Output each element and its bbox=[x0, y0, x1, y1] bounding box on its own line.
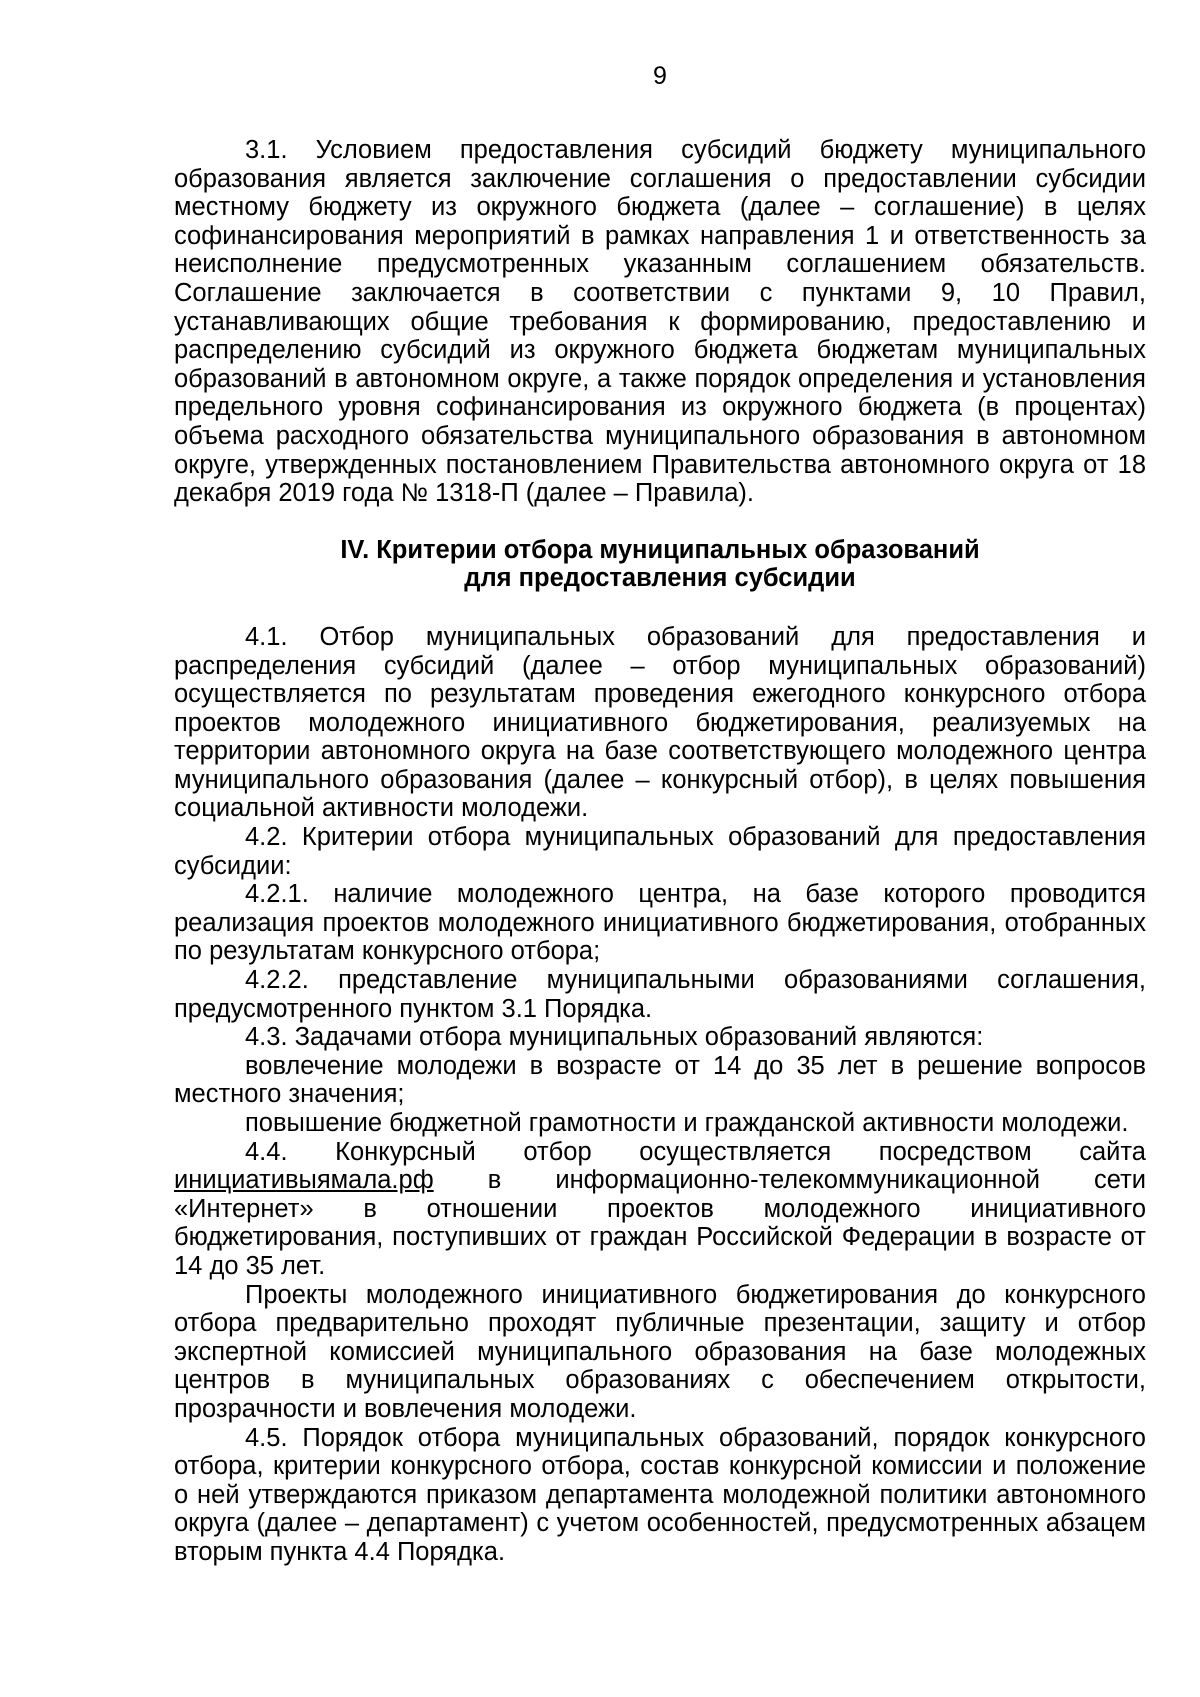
paragraph-4-3-b: повышение бюджетной грамотности и гражданской активности молодежи. bbox=[245, 1109, 1129, 1137]
page-number: 9 bbox=[653, 62, 667, 90]
paragraph-4-2: 4.2. Критерии отбора муниципальных образований для предоставления субсидии: bbox=[174, 823, 1146, 880]
paragraph-4-4-text-end: в информационно-телекоммуникационной сети «Интернет» в отношении проектов молодежного инициативного бюджетирования, поступивших от граждан Российской Федерации в возрасте от 14 до 35 лет. bbox=[174, 1166, 1146, 1280]
section-heading-iv bbox=[174, 536, 1146, 593]
document-page bbox=[174, 60, 1146, 1567]
paragraph-4-1: 4.1. Отбор муниципальных образований для предоставления и распределения субсидий (далее – отбор муниципальных образований) осуществляется по результатам проведения ежегодного конкурсного отбора проектов молодежного инициативного бюджетирования, реализуемых на территории автономного округа на базе соответствующего молодежного центра муниципального образования (далее – конкурсный отбор), в целях повышения социальной активности молодежи. bbox=[174, 622, 1146, 823]
section-heading-line-2: для предоставления субсидии bbox=[464, 564, 856, 593]
paragraph-4-3-a: вовлечение молодежи в возрасте от 14 до 35 лет в решение вопросов местного значения; bbox=[174, 1051, 1146, 1109]
paragraph-4-3: 4.3. Задачами отбора муниципальных образований являются: bbox=[245, 1023, 984, 1052]
paragraph-4-4 bbox=[174, 1138, 1146, 1281]
paragraph-4-4-text-start: 4.4. Конкурсный отбор осуществляется посредством сайта bbox=[245, 1137, 1146, 1166]
paragraph-3-1: 3.1. Условием предоставления субсидий бюджету муниципального образования является заключение соглашения о предоставлении субсидии местному бюджету из окружного бюджета (далее – соглашение) в целях софинансирования мероприятий в рамках направления 1 и ответственность за неисполнение предусмотренных указанным соглашением обязательств. Соглашение заключается в соответствии с пунктами 9, 10 Правил, устанавливающих общие требования к формированию, предоставлению и распределению субсидий из окружного бюджета бюджетам муниципальных образований в автономном округе, а также порядок определения и установления предельного уровня софинансирования из окружного бюджета (в процентах) объема расходного обязательства муниципального образования в автономном округе, утвержденных постановлением Правительства автономного округа от 18 декабря 2019 года № 1318-П (далее – Правила). bbox=[174, 136, 1146, 508]
website-link[interactable]: инициативыямала.рф bbox=[174, 1166, 434, 1195]
paragraph-4-4-second: Проекты молодежного инициативного бюджетирования до конкурсного отбора предварительно проходят публичные презентации, защиту и отбор экспертной комиссией муниципального образования на базе молодежных центров в муниципальных образованиях с обеспечением открытости, прозрачности и вовлечения молодежи. bbox=[174, 1280, 1146, 1423]
paragraph-4-2-1: 4.2.1. наличие молодежного центра, на базе которого проводится реализация проектов молодежного инициативного бюджетирования, отобранных по результатам конкурсного отбора; bbox=[174, 880, 1146, 966]
paragraph-4-2-2: 4.2.2. представление муниципальными образованиями соглашения, предусмотренного пунктом 3.1 Порядка. bbox=[174, 966, 1146, 1023]
section-heading-line-1: IV. Критерии отбора муниципальных образований bbox=[340, 535, 980, 564]
paragraph-4-5: 4.5. Порядок отбора муниципальных образований, порядок конкурсного отбора, критерии конкурсного отбора, состав конкурсной комиссии и положение о ней утверждаются приказом департамента молодежной политики автономного округа (далее – департамент) с учетом особенностей, предусмотренных абзацем вторым пункта 4.4 Порядка. bbox=[174, 1423, 1146, 1566]
